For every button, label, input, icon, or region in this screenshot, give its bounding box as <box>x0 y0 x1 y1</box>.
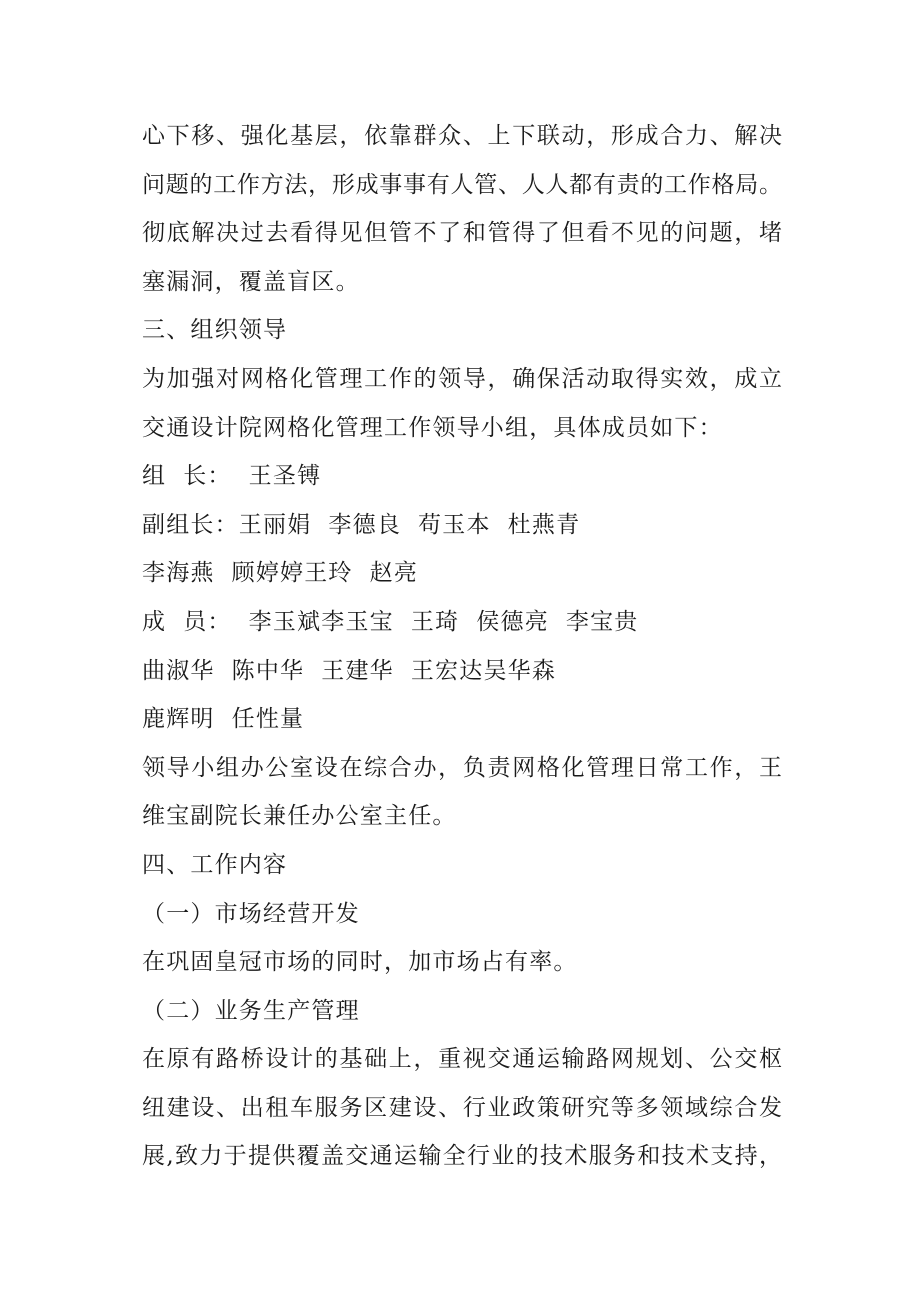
subsection-heading: （一）市场经营开发 <box>142 900 360 927</box>
member-list-line: 副组长：王丽娟 李德良 苟玉本 杜燕青 <box>142 511 581 538</box>
member-list-line: 鹿辉明 任性量 <box>142 706 305 733</box>
text-line: 纽建设、出租车服务区建设、行业政策研究等多领域综合发 <box>142 1094 782 1121</box>
member-list-line: 成 员： 李玉斌李玉宝 王琦 侯德亮 李宝贵 <box>142 608 639 635</box>
section-heading: 三、组织领导 <box>142 317 288 344</box>
text-line: 为加强对网格化管理工作的领导，确保活动取得实效，成立 <box>142 365 782 392</box>
text-line: 在原有路桥设计的基础上，重视交通运输路网规划、公交枢 <box>142 1046 782 1073</box>
text-line: 交通设计院网格化管理工作领导小组，具体成员如下： <box>142 414 723 441</box>
text-line: 心下移、强化基层，依靠群众、上下联动，形成合力、解决 <box>142 123 782 149</box>
section-heading: 四、工作内容 <box>142 851 288 878</box>
member-list-line: 组 长： 王圣镈 <box>142 463 322 490</box>
text-line: 问题的工作方法，形成事事有人管、人人都有责的工作格局。 <box>142 171 782 198</box>
subsection-heading: （二）业务生产管理 <box>142 997 360 1024</box>
member-list-line: 曲淑华 陈中华 王建华 王宏达吴华森 <box>142 657 557 684</box>
text-line: 领导小组办公室设在综合办，负责网格化管理日常工作，王 <box>142 754 782 781</box>
document-body <box>142 112 782 1181</box>
text-line: 展,致力于提供覆盖交通运输全行业的技术服务和技术支持， <box>142 1143 782 1170</box>
member-list-line: 李海燕 顾婷婷王玲 赵亮 <box>142 560 419 587</box>
text-line: 彻底解决过去看得见但管不了和管得了但看不见的问题，堵 <box>142 220 782 247</box>
text-line: 维宝副院长兼任办公室主任。 <box>142 803 457 830</box>
text-line: 在巩固皇冠市场的同时，加市场占有率。 <box>142 949 578 976</box>
text-line: 塞漏洞，覆盖盲区。 <box>142 268 360 295</box>
